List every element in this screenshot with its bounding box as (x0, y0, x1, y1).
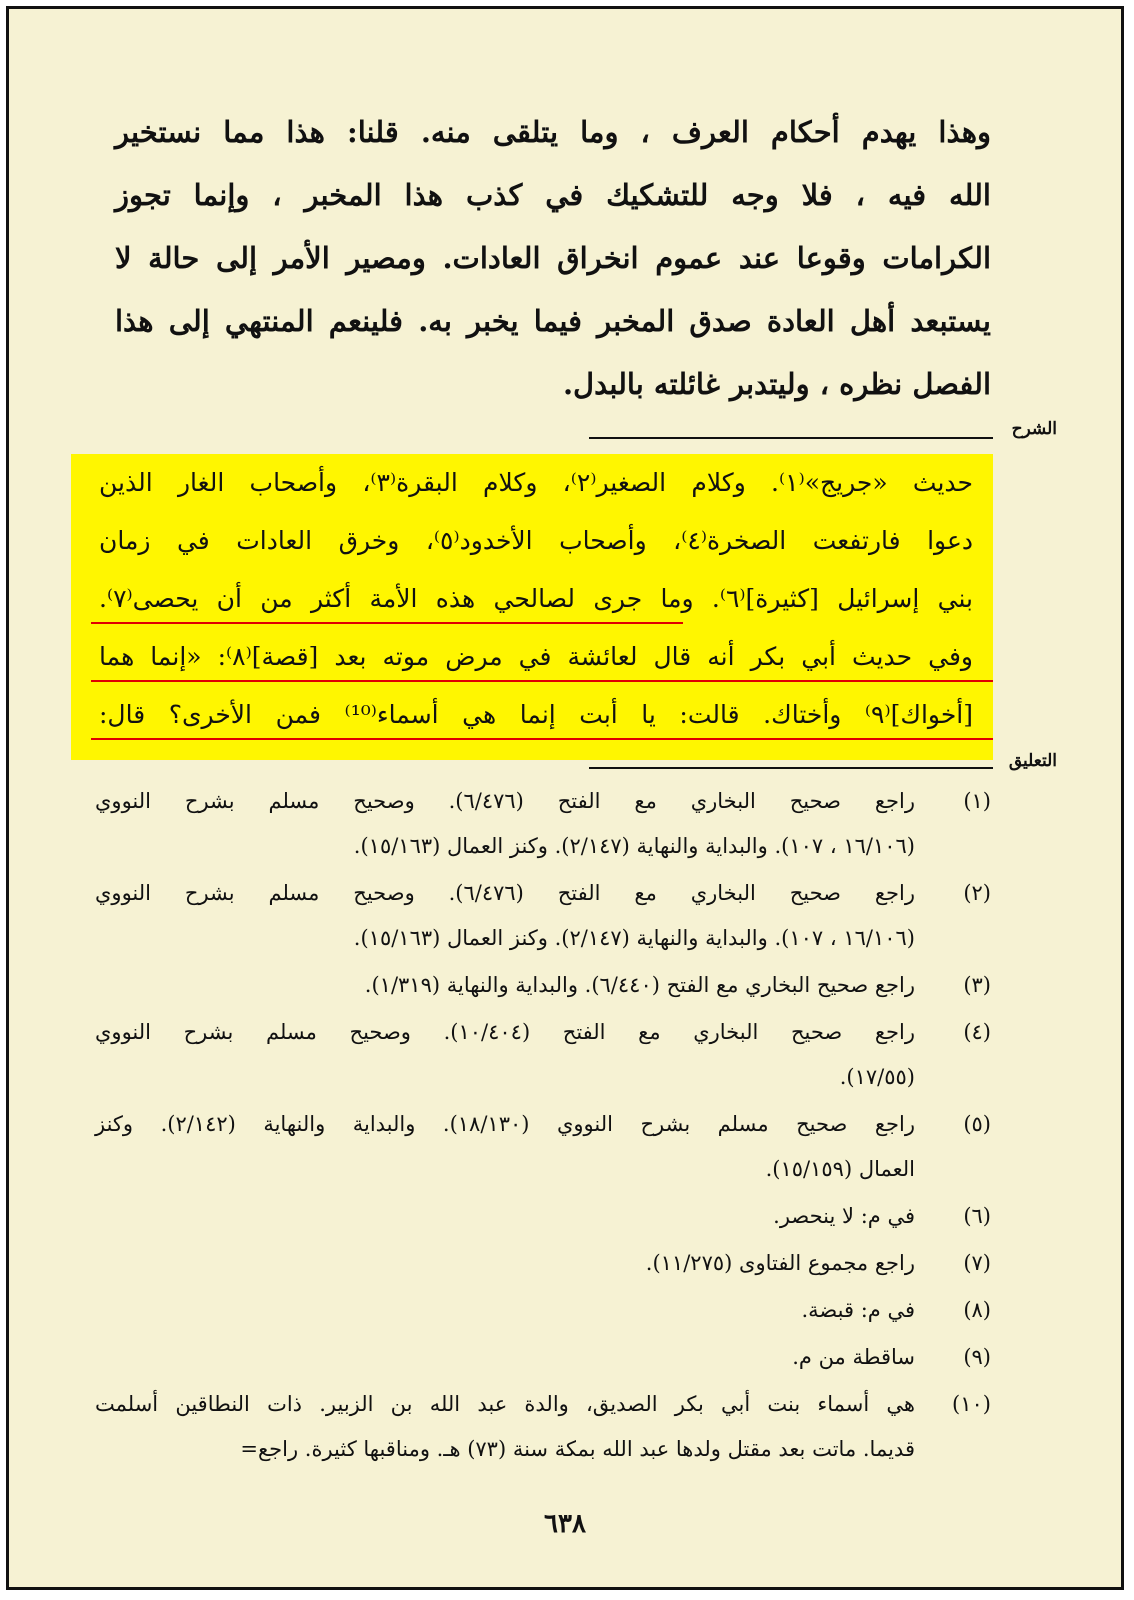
footnote-line: (١٦/١٠٦ ، ١٠٧). والبداية والنهاية (٢/١٤٧). وكنز العمال (١٥/١٦٣). (353, 834, 915, 858)
footnote-line: راجع صحيح مسلم بشرح النووي (١٨/١٣٠). والبداية والنهاية (٢/١٤٢). وكنز (95, 1112, 916, 1136)
footnote-line: راجع صحيح البخاري مع الفتح (٦/٤٧٦). وصحيح مسلم بشرح النووي (95, 789, 915, 813)
footnote-number: (٥) (963, 1112, 991, 1136)
footnote-line: (١٦/١٠٦ ، ١٠٧). والبداية والنهاية (٢/١٤٧). وكنز العمال (١٥/١٦٣). (353, 926, 915, 950)
footnote (95, 1288, 991, 1333)
footnote-number: (٢) (963, 881, 991, 905)
footnote (95, 1241, 991, 1286)
footnote (95, 963, 991, 1008)
commentary-line: [أخواك]⁽٩⁾ وأختاك. قالت: يا أبت إنما هي أسماء⁽¹⁰⁾ فمن الأخرى؟ قال: (99, 700, 973, 729)
footnote (95, 1382, 991, 1472)
footnote-number: (١) (963, 789, 991, 813)
footnote (95, 871, 991, 961)
commentary-divider (589, 437, 993, 439)
annotations-label: التعليق (1008, 751, 1057, 771)
main-text-line: يستبعد أهل العادة صدق المخبر فيما يخبر به. فلينعم المنتهي إلى هذا (115, 304, 991, 338)
footnote (95, 1194, 991, 1239)
main-text-line: الله فيه ، فلا وجه للتشكيك في كذب هذا المخبر ، وإنما تجوز (115, 178, 991, 212)
footnote-line: العمال (١٥/١٥٩). (765, 1157, 915, 1181)
main-text (115, 101, 991, 416)
red-underline (91, 738, 993, 740)
footnote-line: راجع صحيح البخاري مع الفتح (١٠/٤٠٤). وصحيح مسلم بشرح النووي (95, 1020, 915, 1044)
footnote-number: (٦) (963, 1204, 991, 1228)
commentary-line: دعوا فارتفعت الصخرة⁽٤⁾، وأصحاب الأخدود⁽٥⁾، وخرق العادات في زمان (99, 526, 974, 555)
footnote-number: (٧) (963, 1251, 991, 1275)
footnote (95, 1010, 991, 1100)
main-text-line: الفصل نظره ، وليتدبر غائلته بالبدل. (562, 367, 991, 401)
footnote-line: راجع صحيح البخاري مع الفتح (٦/٤٤٠). والبداية والنهاية (١/٣١٩). (364, 973, 915, 997)
commentary-line: حديث «جريج»⁽١⁾. وكلام الصغير⁽٢⁾، وكلام البقرة⁽٣⁾، وأصحاب الغار الذين (99, 468, 973, 497)
footnotes (95, 779, 991, 1474)
footnote (95, 779, 991, 869)
footnote-line: راجع مجموع الفتاوى (١١/٢٧٥). (645, 1251, 915, 1275)
footnote (95, 1335, 991, 1380)
footnote-line: ساقطة من م. (792, 1345, 915, 1369)
footnote-number: (٤) (963, 1020, 991, 1044)
red-underline (91, 680, 993, 682)
red-underline (91, 622, 683, 624)
footnote-number: (٣) (963, 973, 991, 997)
page-number: ٦٣٨ (544, 1509, 586, 1539)
main-text-line: الكرامات وقوعا عند عموم انخراق العادات. ومصير الأمر إلى حالة لا (115, 241, 991, 275)
main-text-line: وهذا يهدم أحكام العرف ، وما يتلقى منه. قلنا: هذا مما نستخير (115, 115, 991, 149)
page-frame (6, 6, 1124, 1590)
footnote-line: راجع صحيح البخاري مع الفتح (٦/٤٧٦). وصحيح مسلم بشرح النووي (95, 881, 915, 905)
footnote-number: (٨) (963, 1298, 991, 1322)
annotations-divider (589, 767, 993, 769)
footnote-number: (٩) (963, 1345, 991, 1369)
footnote-line: في م: قبضة. (801, 1298, 915, 1322)
footnote-line: هي أسماء بنت أبي بكر الصديق، والدة عبد الله بن الزبير. ذات النطاقين أسلمت (95, 1392, 915, 1416)
footnote-line: (١٧/٥٥). (839, 1065, 915, 1089)
footnote (95, 1102, 991, 1192)
commentary-line: بني إسرائيل [كثيرة]⁽٦⁾. وما جرى لصالحي هذه الأمة أكثر من أن يحصى⁽٧⁾. (99, 584, 973, 613)
book-page (9, 9, 1121, 1587)
footnote-number: (١٠) (952, 1392, 991, 1416)
footnote-line: قديما. ماتت بعد مقتل ولدها عبد الله بمكة سنة (٧٣) هـ. ومناقبها كثيرة. راجع= (240, 1437, 915, 1461)
commentary-highlight (71, 454, 993, 760)
commentary-label: الشرح (1011, 419, 1057, 439)
footnote-line: في م: لا ينحصر. (773, 1204, 915, 1228)
commentary-line: وفي حديث أبي بكر أنه قال لعائشة في مرض موته بعد [قصة]⁽٨⁾: «إنما هما (99, 642, 973, 671)
